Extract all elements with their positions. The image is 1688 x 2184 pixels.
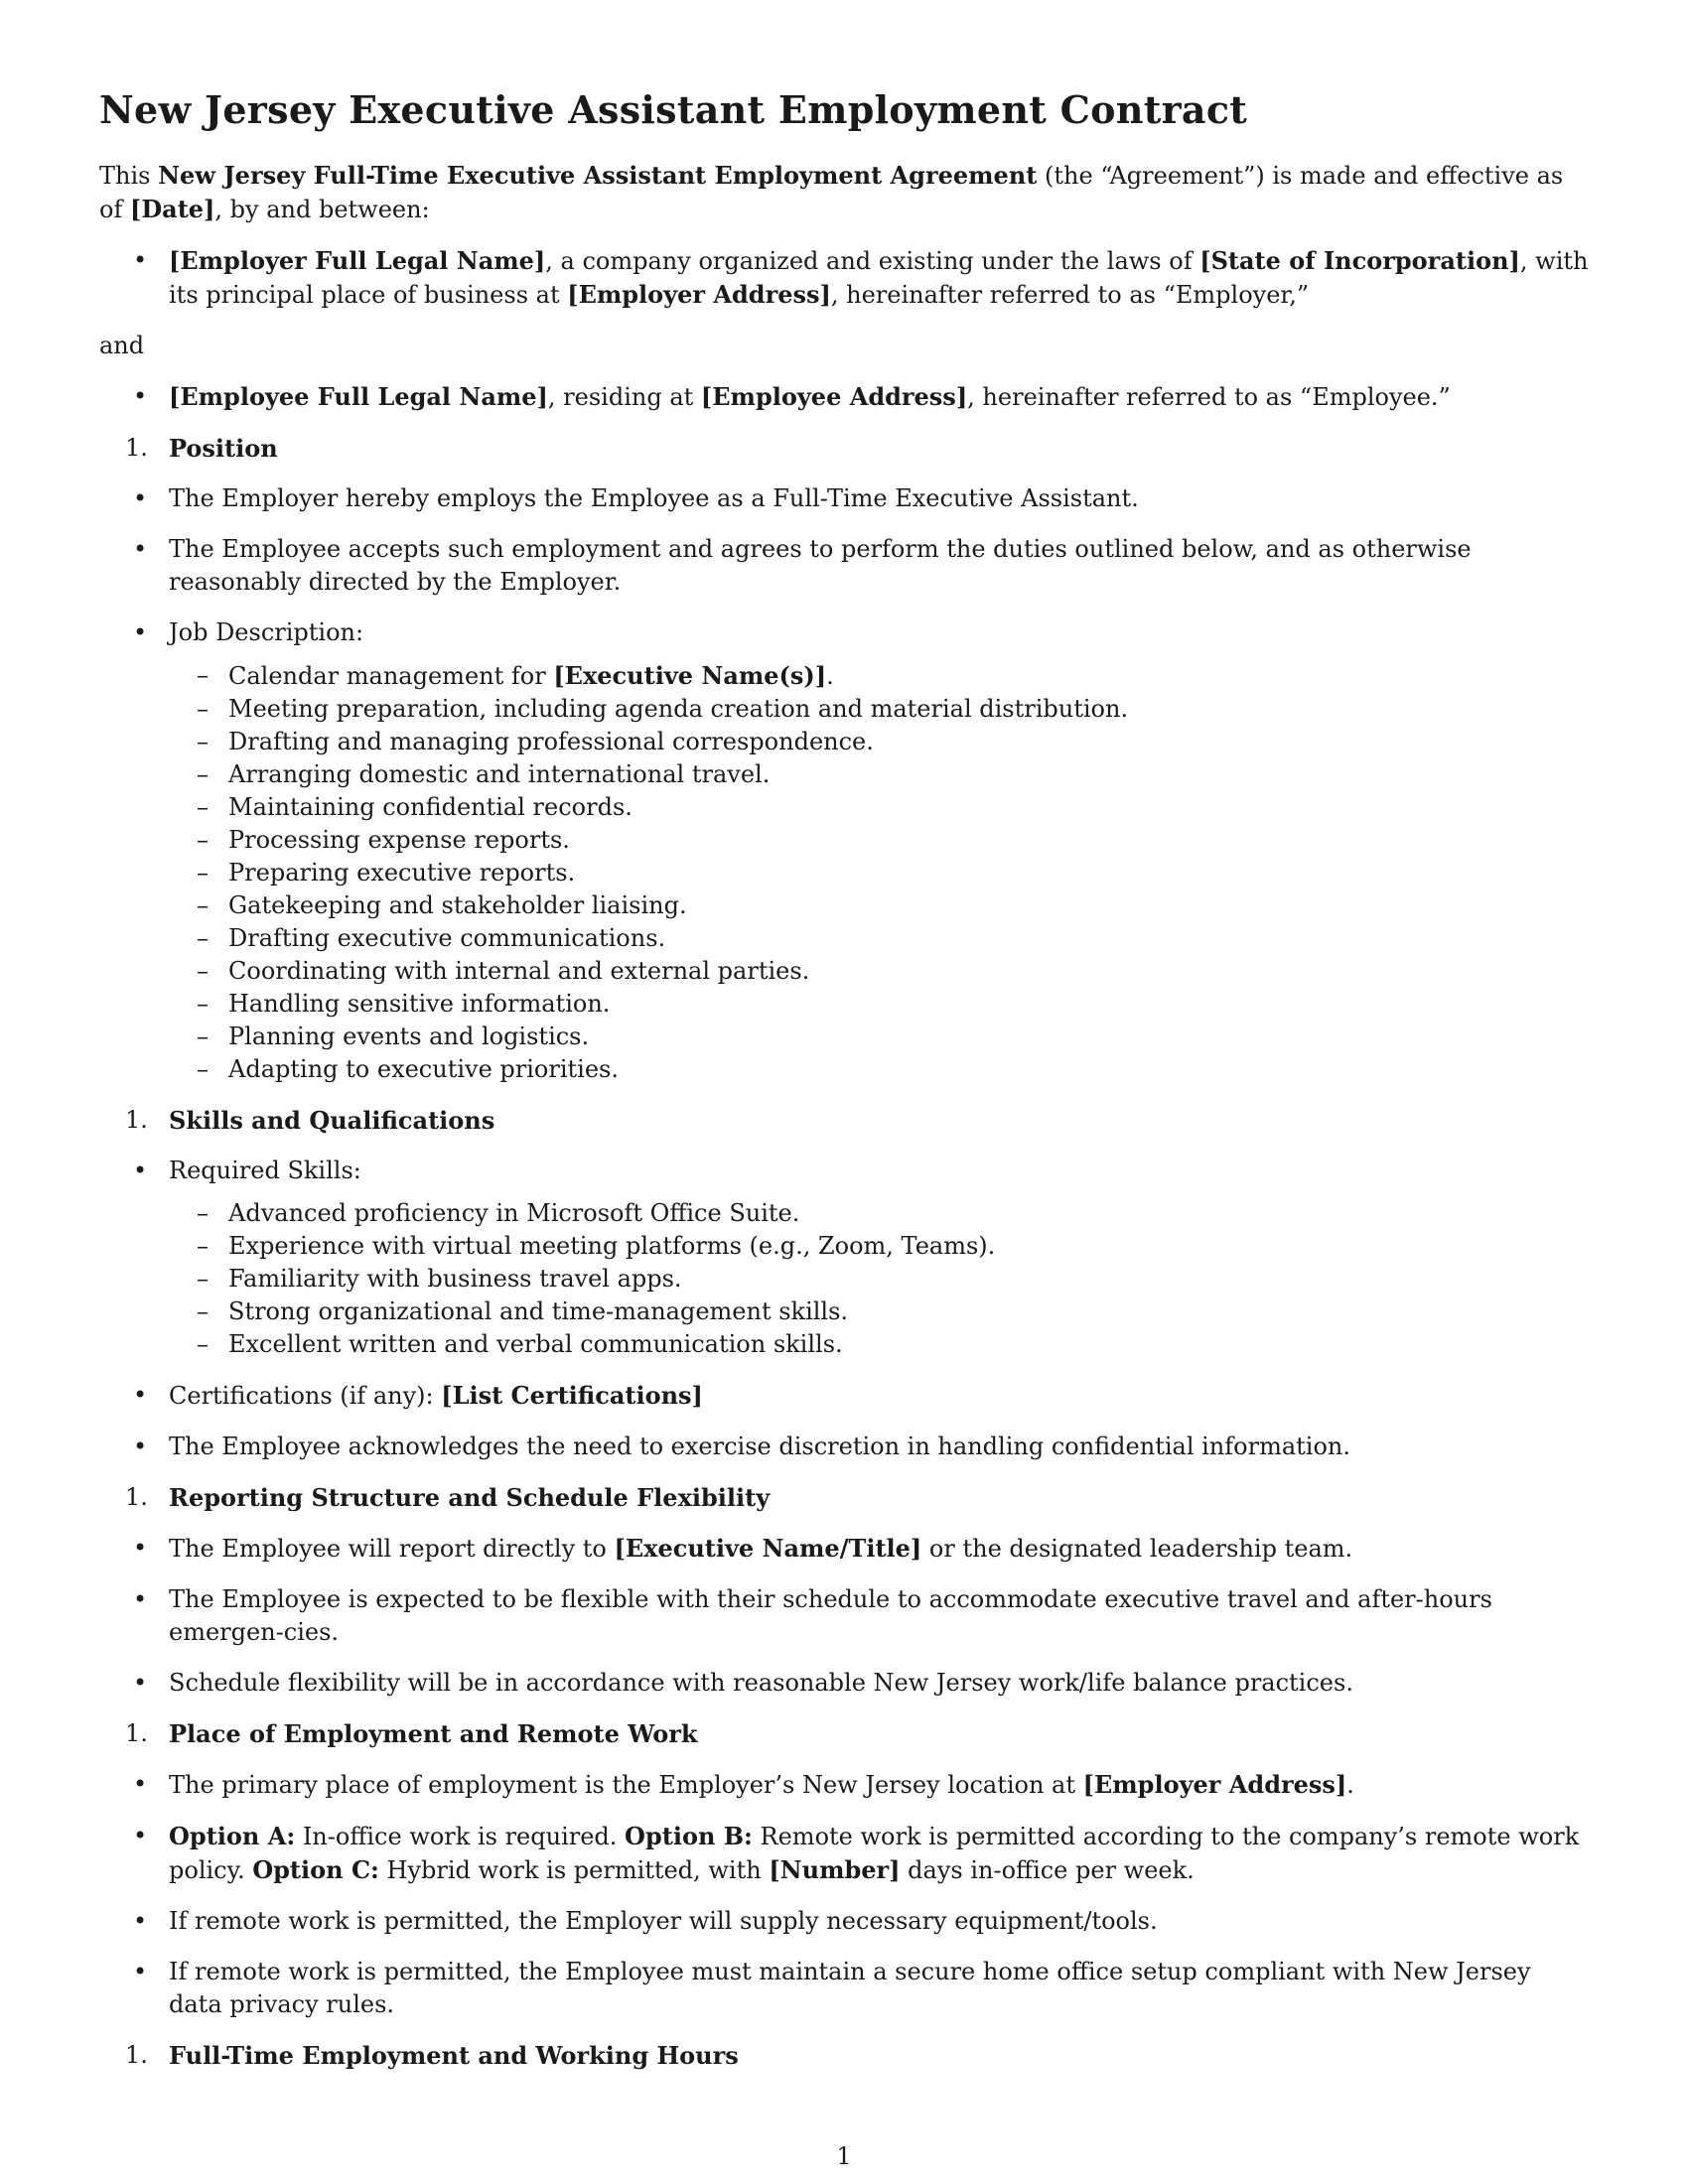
employee-address-placeholder: [Employee Address]	[700, 381, 968, 411]
section-heading-fulltime	[99, 2039, 1589, 2072]
state-placeholder: [State of Incorporation]	[1199, 245, 1520, 275]
bullet-text: The Employee is expected to be flexible with their schedule to accommodate executive travel and after-hours emergen-cies.	[169, 1584, 1492, 1646]
dash-icon: –	[197, 989, 209, 1018]
dash-icon: –	[197, 923, 209, 952]
dash-icon: –	[197, 1054, 209, 1083]
dash-icon: –	[197, 1231, 209, 1260]
required-skills-bullet	[99, 1155, 1589, 1187]
reporting-bullet	[99, 1532, 1589, 1566]
discretion-bullet	[99, 1431, 1589, 1463]
option-b-label: Option B:	[625, 1821, 753, 1850]
bullet-text: or the designated leadership team.	[921, 1534, 1353, 1563]
duty-item	[99, 857, 1589, 889]
options-bullet	[99, 1820, 1589, 1887]
duty-text: Processing expense reports.	[228, 825, 570, 854]
duty-text: Gatekeeping and stakeholder liaising.	[228, 890, 687, 919]
section-number: 1.	[125, 1482, 148, 1511]
party-text: , hereinafter referred to as “Employer,”	[830, 280, 1310, 309]
duty-text: Handling sensitive information.	[228, 989, 611, 1018]
bullet-text: If remote work is permitted, the Employee must maintain a secure home office setup compliant with New Jersey data privacy rules.	[169, 1957, 1531, 2018]
employer-name-placeholder: [Employer Full Legal Name]	[169, 245, 546, 275]
skill-text: Strong organizational and time-management skills.	[228, 1297, 849, 1325]
option-b-text: Remote work is permitted according to the company’s remote work policy.	[169, 1822, 1580, 1884]
duty-item	[99, 955, 1589, 988]
party-text: , a company organized and existing under the laws of	[545, 246, 1200, 275]
dash-icon: –	[197, 825, 209, 854]
and-text: and	[99, 331, 145, 359]
bullet-text: Certifications (if any):	[169, 1381, 442, 1410]
duty-item	[99, 1053, 1589, 1086]
section-number: 1.	[125, 2040, 148, 2069]
skill-text: Experience with virtual meeting platforms (e.g., Zoom, Teams).	[228, 1231, 996, 1260]
dash-icon: –	[197, 1297, 209, 1325]
option-a-label: Option A:	[169, 1821, 296, 1850]
agreement-name: New Jersey Full-Time Executive Assistant Employment Agreement	[158, 160, 1038, 190]
bullet-text: The Employee acknowledges the need to exercise discretion in handling confidential information.	[169, 1432, 1350, 1460]
bullet-text: The primary place of employment is the Employer’s New Jersey location at	[169, 1770, 1083, 1799]
executive-title-placeholder: [Executive Name/Title]	[614, 1533, 922, 1563]
dash-icon: –	[197, 792, 209, 821]
section-heading-position	[99, 432, 1589, 465]
skill-item	[99, 1263, 1589, 1296]
bullet-icon: •	[133, 1769, 148, 1798]
party-text: , residing at	[547, 382, 701, 411]
option-a-text: In-office work is required.	[295, 1822, 626, 1850]
bullet-text: .	[1346, 1770, 1354, 1799]
employer-party	[99, 244, 1589, 312]
duties-list	[99, 659, 1589, 1086]
duty-text: Adapting to executive priorities.	[228, 1054, 619, 1083]
skill-text: Advanced proficiency in Microsoft Office Suite.	[228, 1198, 800, 1227]
section-number: 1.	[125, 1105, 148, 1134]
duty-text: Calendar management for	[228, 661, 554, 690]
bullet-icon: •	[133, 1906, 148, 1935]
dash-icon: –	[197, 1329, 209, 1358]
page-number: 1	[836, 2142, 852, 2170]
dash-icon: –	[197, 727, 209, 755]
duty-item	[99, 824, 1589, 857]
option-c-text: Hybrid work is permitted, with	[378, 1855, 770, 1884]
duty-item	[99, 758, 1589, 791]
bullet-text: Schedule flexibility will be in accordance with reasonable New Jersey work/life balance practices.	[169, 1668, 1353, 1697]
bullet-text: The Employee will report directly to	[169, 1534, 615, 1563]
duty-text: Drafting executive communications.	[228, 923, 666, 952]
skill-text: Excellent written and verbal communication skills.	[228, 1329, 843, 1358]
bullet-text: Job Description:	[169, 617, 364, 646]
employee-name-placeholder: [Employee Full Legal Name]	[169, 381, 548, 411]
home-office-bullet	[99, 1956, 1589, 2021]
section-number: 1.	[125, 1718, 148, 1747]
certifications-bullet	[99, 1379, 1589, 1413]
section-heading-skills	[99, 1104, 1589, 1137]
duty-item	[99, 889, 1589, 922]
duty-text: Coordinating with internal and external parties.	[228, 956, 810, 985]
equipment-bullet	[99, 1905, 1589, 1938]
bullet-icon: •	[133, 1533, 148, 1562]
duty-text: Arranging domestic and international travel.	[228, 759, 771, 788]
dash-icon: –	[197, 1264, 209, 1293]
section-title: Full-Time Employment and Working Hours	[169, 2040, 739, 2070]
bullet-icon: •	[133, 1821, 148, 1849]
skill-text: Familiarity with business travel apps.	[228, 1264, 682, 1293]
employer-address-placeholder: [Employer Address]	[1082, 1769, 1347, 1799]
duty-item	[99, 659, 1589, 693]
primary-place-bullet	[99, 1768, 1589, 1802]
balance-bullet	[99, 1667, 1589, 1700]
section-title: Skills and Qualifications	[169, 1105, 495, 1135]
position-bullet	[99, 482, 1589, 515]
date-placeholder: [Date]	[129, 194, 215, 223]
skill-item	[99, 1197, 1589, 1230]
bullet-icon: •	[133, 245, 148, 274]
intro-text: , by and between:	[214, 195, 430, 223]
section-title: Position	[169, 433, 278, 463]
section-number: 1.	[125, 433, 148, 462]
employer-address-placeholder: [Employer Address]	[567, 279, 831, 309]
bullet-icon: •	[133, 483, 148, 512]
skill-item	[99, 1296, 1589, 1328]
bullet-icon: •	[133, 1432, 148, 1460]
executive-name-placeholder: [Executive Name(s)]	[553, 660, 827, 690]
duty-item	[99, 693, 1589, 726]
skill-item	[99, 1328, 1589, 1361]
duty-text: Planning events and logistics.	[228, 1022, 590, 1050]
intro-text: (the “Agreement”) is made and effective as of	[99, 161, 1564, 223]
duty-text: .	[826, 661, 834, 690]
dash-icon: –	[197, 956, 209, 985]
skill-item	[99, 1230, 1589, 1263]
bullet-text: Required Skills:	[169, 1156, 361, 1184]
flexibility-bullet	[99, 1583, 1589, 1649]
duty-item	[99, 791, 1589, 824]
job-description-bullet	[99, 616, 1589, 649]
bullet-icon: •	[133, 617, 148, 646]
bullet-icon: •	[133, 534, 148, 563]
document-page	[99, 87, 1589, 2090]
duty-text: Maintaining confidential records.	[228, 792, 633, 821]
dash-icon: –	[197, 1022, 209, 1050]
bullet-icon: •	[133, 1668, 148, 1697]
section-title: Reporting Structure and Schedule Flexibility	[169, 1482, 771, 1512]
dash-icon: –	[197, 694, 209, 723]
bullet-text: The Employer hereby employs the Employee as a Full-Time Executive Assistant.	[169, 483, 1139, 512]
bullet-text: The Employee accepts such employment and agrees to perform the duties outlined below, and as otherwise reasonably directed by the Employer.	[169, 534, 1472, 596]
certifications-placeholder: [List Certifications]	[441, 1380, 703, 1410]
dash-icon: –	[197, 759, 209, 788]
section-heading-reporting	[99, 1481, 1589, 1514]
position-bullet	[99, 533, 1589, 599]
number-placeholder: [Number]	[769, 1854, 901, 1884]
employee-party	[99, 380, 1589, 414]
section-heading-place	[99, 1717, 1589, 1750]
dash-icon: –	[197, 890, 209, 919]
bullet-icon: •	[133, 381, 148, 410]
duty-text: Preparing executive reports.	[228, 858, 576, 887]
duty-item	[99, 922, 1589, 955]
dash-icon: –	[197, 858, 209, 887]
intro-paragraph	[99, 159, 1589, 226]
bullet-icon: •	[133, 1584, 148, 1613]
duty-item	[99, 726, 1589, 758]
bullet-icon: •	[133, 1156, 148, 1184]
duty-item	[99, 1021, 1589, 1053]
bullet-icon: •	[133, 1380, 148, 1409]
document-title: New Jersey Executive Assistant Employment Contract	[99, 87, 1248, 132]
dash-icon: –	[197, 660, 209, 689]
intro-text: This	[99, 161, 159, 190]
duty-item	[99, 988, 1589, 1021]
section-title: Place of Employment and Remote Work	[169, 1718, 698, 1748]
option-c-label: Option C:	[252, 1854, 379, 1884]
skills-list	[99, 1197, 1589, 1361]
bullet-icon: •	[133, 1957, 148, 1985]
party-text: , hereinafter referred to as “Employee.”	[967, 382, 1451, 411]
dash-icon: –	[197, 1198, 209, 1227]
duty-text: Drafting and managing professional correspondence.	[228, 727, 874, 755]
duty-text: Meeting preparation, including agenda creation and material distribution.	[228, 694, 1129, 723]
option-c-text: days in-office per week.	[900, 1855, 1195, 1884]
bullet-text: If remote work is permitted, the Employer will supply necessary equipment/tools.	[169, 1906, 1158, 1935]
party-text: , with its principal place of business at	[169, 246, 1589, 309]
